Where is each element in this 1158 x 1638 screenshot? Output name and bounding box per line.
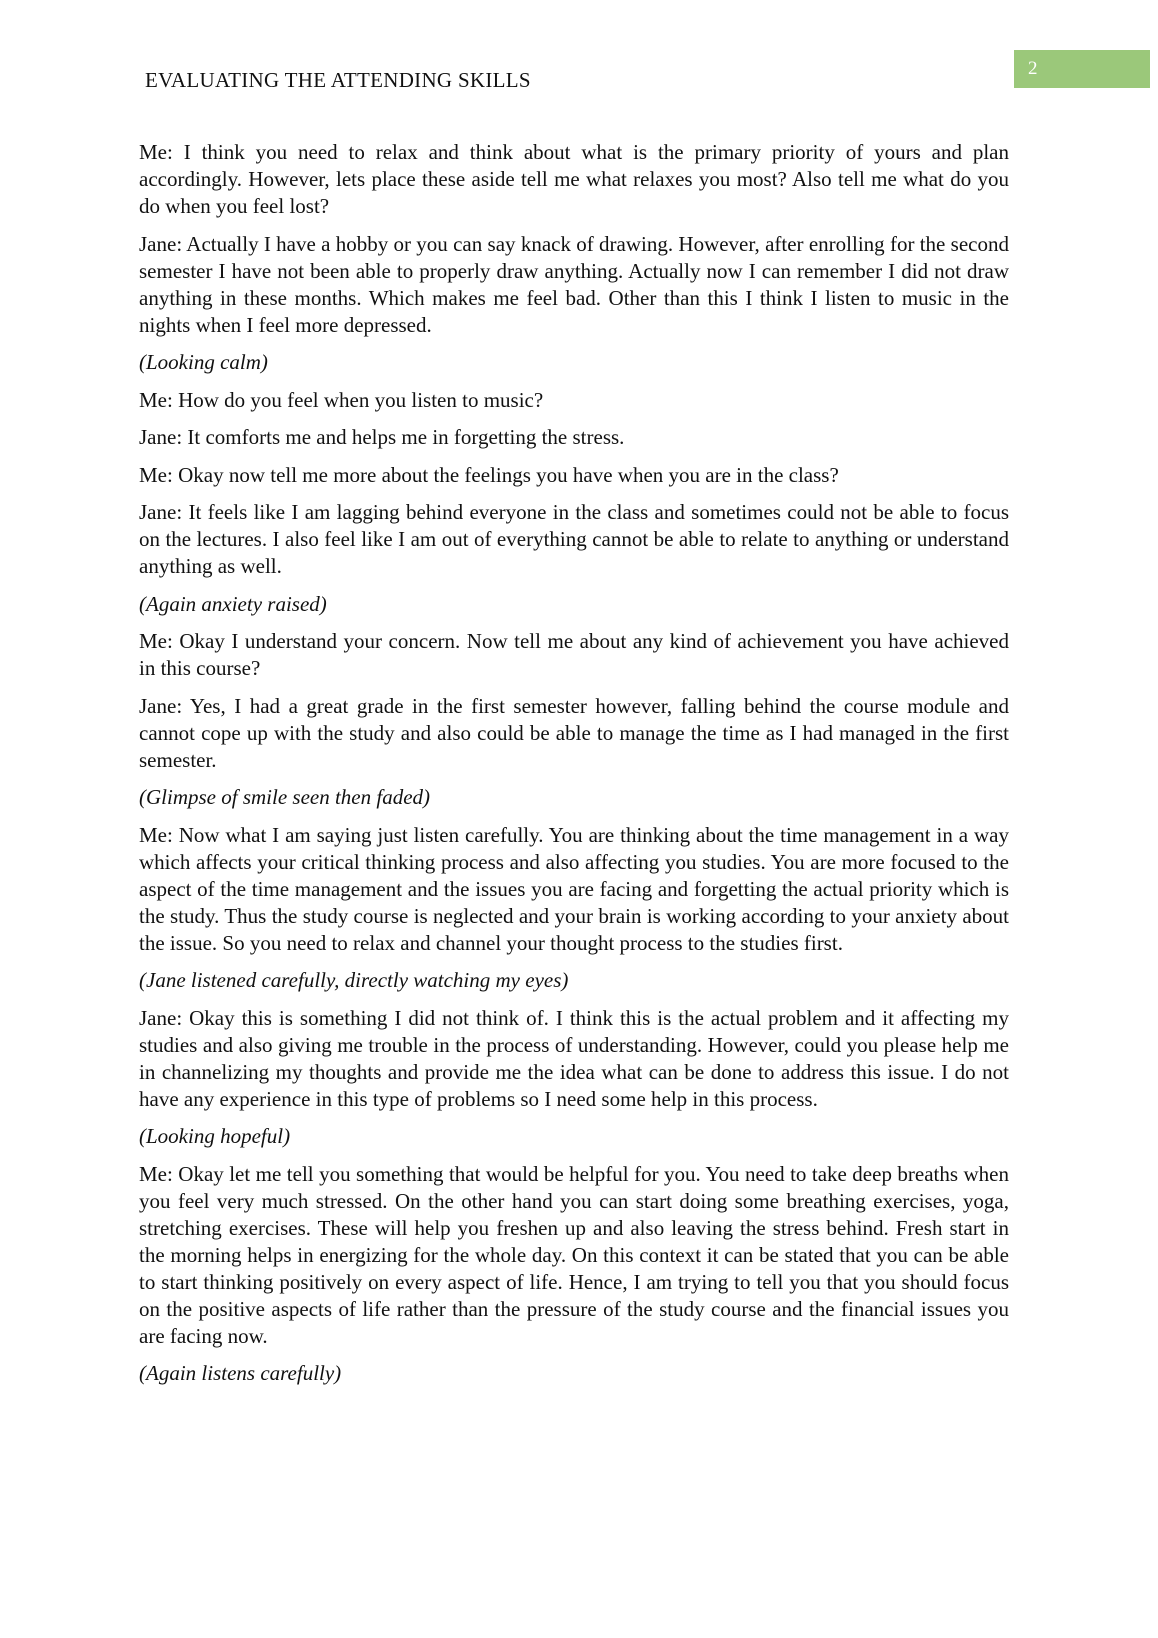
dialogue-paragraph: Me: Okay I understand your concern. Now tell me about any kind of achievement you have achieved in this course?: [139, 629, 1009, 680]
dialogue-paragraph: Jane: Okay this is something I did not think of. I think this is the actual problem and it affecting my studies and also giving me trouble in the process of understanding. However, could you please help me in channelizing my thoughts and provide me the idea what can be done to address this issue. I do not have any experience in this type of problems so I need some help in this process.: [139, 1005, 1009, 1111]
running-title: EVALUATING THE ATTENDING SKILLS: [145, 68, 531, 92]
observation-note: (Looking hopeful): [139, 1124, 291, 1148]
observation-note: (Again listens carefully): [139, 1361, 342, 1385]
observation-note: (Looking calm): [139, 350, 268, 374]
dialogue-paragraph: Me: How do you feel when you listen to music?: [139, 387, 544, 412]
observation-note: (Again anxiety raised): [139, 591, 327, 616]
observation-note: (Jane listened carefully, directly watching my eyes): [139, 968, 569, 992]
dialogue-paragraph: Jane: Actually I have a hobby or you can say knack of drawing. However, after enrolling for the second semester I have not been able to properly draw anything. Actually now I can remember I did not draw anything in these months. Which makes me feel bad. Other than this I think I listen to music in the nights when I feel more depressed.: [139, 231, 1009, 337]
dialogue-paragraph: Me: I think you need to relax and think about what is the primary priority of yours and plan accordingly. However, lets place these aside tell me what relaxes you most? Also tell me what do you do when you feel lost?: [139, 140, 1009, 218]
dialogue-paragraph: Jane: It comforts me and helps me in forgetting the stress.: [139, 425, 625, 449]
observation-note: (Glimpse of smile seen then faded): [139, 785, 431, 809]
dialogue-paragraph: Jane: Yes, I had a great grade in the first semester however, falling behind the course module and cannot cope up with the study and also could be able to manage the time as I had managed in the first semester.: [139, 693, 1009, 772]
dialogue-paragraph: Me: Okay let me tell you something that would be helpful for you. You need to take deep breaths when you feel very much stressed. On the other hand you can start doing some breathing exercises, yoga, stretching exercises. These will help you freshen up and also leaving the stress behind. Fresh start in the morning helps in energizing for the whole day. On this context it can be stated that you can be able to start thinking positively on every aspect of life. Hence, I am trying to tell you that you should focus on the positive aspects of life rather than the pressure of the study course and the financial issues you are facing now.: [139, 1161, 1009, 1348]
dialogue-paragraph: Me: Now what I am saying just listen carefully. You are thinking about the time management in a way which affects your critical thinking process and also affecting you studies. You are more focused to the aspect of the time management and the issues you are facing and forgetting the actual priority which is the study. Thus the study course is neglected and your brain is working according to your anxiety about the issue. So you need to relax and channel your thought process to the studies first.: [139, 822, 1009, 955]
document-body: [139, 139, 1009, 1398]
page-header: [0, 0, 1158, 110]
dialogue-paragraph: Jane: It feels like I am lagging behind everyone in the class and sometimes could not be able to focus on the lectures. I also feel like I am out of everything cannot be able to relate to anything or understand anything as well.: [139, 500, 1009, 578]
page-number-badge: [1014, 50, 1150, 88]
page-number: 2: [1028, 58, 1038, 79]
dialogue-paragraph: Me: Okay now tell me more about the feelings you have when you are in the class?: [139, 462, 839, 487]
